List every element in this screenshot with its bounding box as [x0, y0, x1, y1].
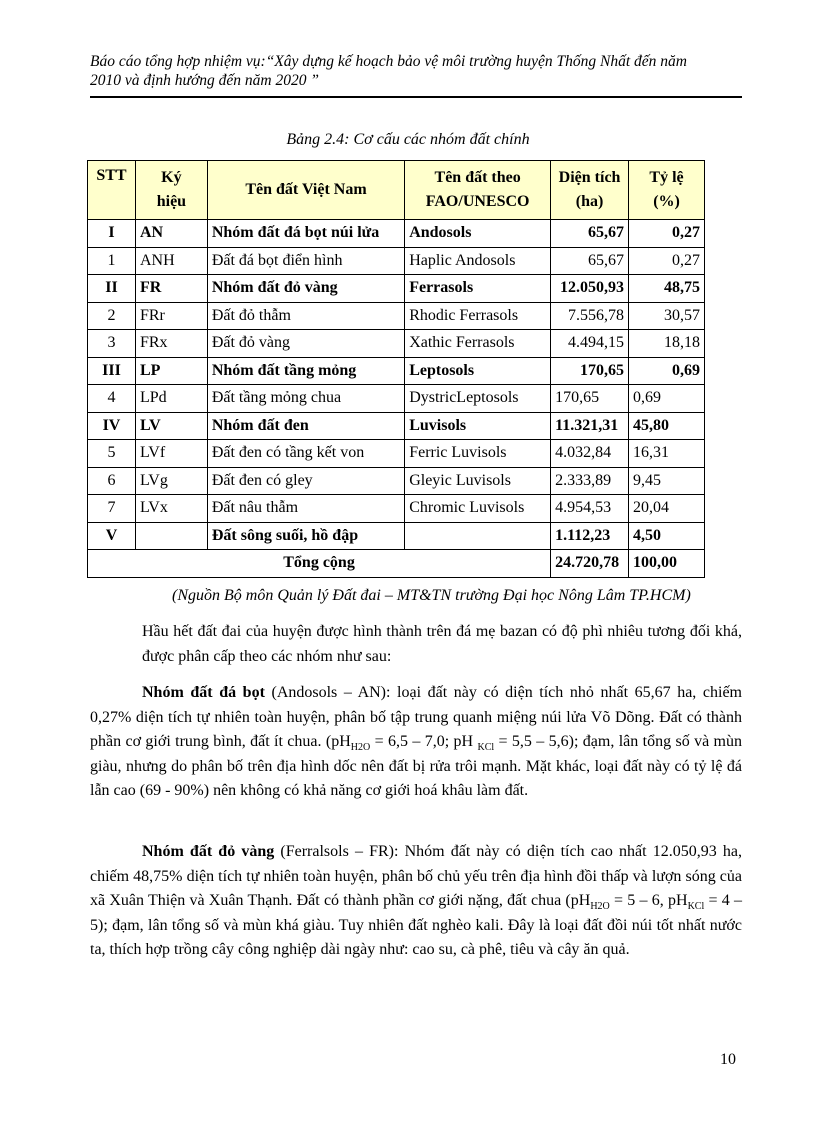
table-row: [88, 522, 705, 550]
table-caption: Bảng 2.4: Cơ cấu các nhóm đất chính: [286, 131, 530, 148]
cell-vn-name: Đất đỏ thẫm: [207, 302, 404, 330]
cell-code: FRx: [135, 330, 207, 358]
header-fao: Tên đất theo FAO/UNESCO: [405, 161, 551, 220]
cell-code: LVg: [135, 467, 207, 495]
cell-area: 12.050,93: [551, 275, 629, 303]
cell-vn-name: Nhóm đất tầng mỏng: [207, 357, 404, 385]
cell-vn-name: Nhóm đất đá bọt núi lửa: [207, 220, 404, 248]
cell-area: 1.112,23: [551, 522, 629, 550]
cell-area: 170,65: [551, 385, 629, 413]
page-header: [90, 52, 742, 90]
cell-vn-name: Đất đá bọt điển hình: [207, 247, 404, 275]
cell-percent: 4,50: [629, 522, 705, 550]
paragraph-intro: Hầu hết đất đai của huyện được hình thành trên đá mẹ bazan có độ phì nhiêu tương đối khá, được phân cấp theo các nhóm như sau:: [142, 623, 742, 665]
cell-fao-name: DystricLeptosols: [405, 385, 551, 413]
cell-code: LVx: [135, 495, 207, 523]
cell-code: LVf: [135, 440, 207, 468]
cell-stt: 1: [88, 247, 136, 275]
header-dien-tich: Diện tích (ha): [551, 161, 629, 220]
cell-percent: 16,31: [629, 440, 705, 468]
cell-fao-name: [405, 522, 551, 550]
cell-vn-name: Đất đen có gley: [207, 467, 404, 495]
table-header-row: [88, 161, 705, 220]
cell-area: 11.321,31: [551, 412, 629, 440]
cell-percent: 18,18: [629, 330, 705, 358]
table-row: [88, 440, 705, 468]
cell-vn-name: Đất tầng mỏng chua: [207, 385, 404, 413]
cell-code: AN: [135, 220, 207, 248]
cell-vn-name: Đất nâu thẫm: [207, 495, 404, 523]
cell-stt: II: [88, 275, 136, 303]
cell-code: LV: [135, 412, 207, 440]
total-percent: 100,00: [629, 550, 705, 578]
cell-stt: V: [88, 522, 136, 550]
cell-stt: 3: [88, 330, 136, 358]
cell-fao-name: Andosols: [405, 220, 551, 248]
soil-groups-table: [87, 160, 705, 578]
cell-percent: 48,75: [629, 275, 705, 303]
cell-percent: 0,27: [629, 247, 705, 275]
cell-stt: 2: [88, 302, 136, 330]
table-row: [88, 467, 705, 495]
cell-percent: 9,45: [629, 467, 705, 495]
cell-code: FRr: [135, 302, 207, 330]
cell-area: 4.494,15: [551, 330, 629, 358]
cell-area: 4.954,53: [551, 495, 629, 523]
table-row: [88, 412, 705, 440]
paragraph-ferrasols: Nhóm đất đỏ vàng (Ferralsols – FR): Nhóm đất này có diện tích cao nhất 12.050,93 ha, chiếm 48,75% diện tích tự nhiên toàn huyện, phân bố chủ yếu trên địa hình đồi thấp và lượn sóng của xã Xuân Thiện và Xuân Thạnh. Đất có thành phần cơ giới nặng, đất chua ($pH_{H2O} = 5 - 6$, $pH_{KCl} = 4 - 5$); đạm, lân tổng số và mùn khá giàu. Tuy nhiên đất nghèo kali. Đây là loại đất đồi núi tốt nhất nước ta, thích hợp trồng cây công nghiệp dài ngày như: cao su, cà phê, tiêu và cây ăn quả.: [90, 843, 743, 958]
table-row: [88, 302, 705, 330]
cell-stt: 4: [88, 385, 136, 413]
cell-code: FR: [135, 275, 207, 303]
table-row: [88, 247, 705, 275]
cell-vn-name: Nhóm đất đỏ vàng: [207, 275, 404, 303]
cell-area: 65,67: [551, 247, 629, 275]
ferrasols-title: Nhóm đất đỏ vàng: [142, 843, 275, 860]
cell-stt: I: [88, 220, 136, 248]
cell-fao-name: Chromic Luvisols: [405, 495, 551, 523]
cell-fao-name: Ferric Luvisols: [405, 440, 551, 468]
cell-fao-name: Gleyic Luvisols: [405, 467, 551, 495]
cell-code: ANH: [135, 247, 207, 275]
cell-fao-name: Luvisols: [405, 412, 551, 440]
andosols-title: Nhóm đất đá bọt: [142, 684, 265, 701]
header-line-1: Báo cáo tổng hợp nhiệm vụ:“Xây dựng kế hoạch bảo vệ môi trường huyện Thống Nhất đến năm: [90, 53, 687, 70]
cell-vn-name: Đất sông suối, hồ đập: [207, 522, 404, 550]
table-row: [88, 385, 705, 413]
cell-code: LP: [135, 357, 207, 385]
cell-vn-name: Nhóm đất đen: [207, 412, 404, 440]
cell-area: 4.032,84: [551, 440, 629, 468]
cell-vn-name: Đất đỏ vàng: [207, 330, 404, 358]
cell-percent: 0,69: [629, 385, 705, 413]
cell-percent: 20,04: [629, 495, 705, 523]
table-row: [88, 330, 705, 358]
header-ten-viet-nam: Tên đất Việt Nam: [207, 161, 404, 220]
cell-fao-name: Ferrasols: [405, 275, 551, 303]
cell-area: 170,65: [551, 357, 629, 385]
total-label: Tổng cộng: [88, 550, 551, 578]
cell-percent: 30,57: [629, 302, 705, 330]
paragraph-andosols: Nhóm đất đá bọt (Andosols – AN): loại đất này có diện tích nhỏ nhất 65,67 ha, chiếm 0,27% diện tích tự nhiên toàn huyện, phân bố tập trung quanh miệng núi lửa Võ Dõng. Đất có thành phần cơ giới trung bình, đất ít chua. ($pH_{H2O} = 6,5 - 7,0$; pH $_{KCl}$ = 5,5 – 5,6); đạm, lân tổng số và mùn giàu, nhưng do phân bố trên địa hình dốc nên đất bị rửa trôi mạnh. Mặt khác, loại đất này có tỷ lệ đá lẫn cao (69 - 90%) nên không có khả năng cơ giới hoá khâu làm đất.: [90, 684, 742, 799]
cell-percent: 0,27: [629, 220, 705, 248]
table-row: [88, 220, 705, 248]
table-row: [88, 357, 705, 385]
page-number: 10: [720, 1051, 736, 1068]
cell-area: 65,67: [551, 220, 629, 248]
cell-percent: 45,80: [629, 412, 705, 440]
cell-code: LPd: [135, 385, 207, 413]
cell-stt: 7: [88, 495, 136, 523]
table-total-row: [88, 550, 705, 578]
cell-fao-name: Xathic Ferrasols: [405, 330, 551, 358]
header-line-2: 2010 và định hướng đến năm 2020 ”: [90, 72, 319, 89]
header-ky-hieu: Ký hiệu: [135, 161, 207, 220]
cell-vn-name: Đất đen có tầng kết von: [207, 440, 404, 468]
cell-stt: 5: [88, 440, 136, 468]
total-area: 24.720,78: [551, 550, 629, 578]
cell-stt: III: [88, 357, 136, 385]
cell-fao-name: Rhodic Ferrasols: [405, 302, 551, 330]
cell-fao-name: Haplic Andosols: [405, 247, 551, 275]
table-source-note: (Nguồn Bộ môn Quản lý Đất đai – MT&TN trường Đại học Nông Lâm TP.HCM): [172, 587, 691, 604]
cell-stt: 6: [88, 467, 136, 495]
cell-area: 7.556,78: [551, 302, 629, 330]
header-ty-le: Tỷ lệ (%): [629, 161, 705, 220]
cell-percent: 0,69: [629, 357, 705, 385]
table-row: [88, 275, 705, 303]
header-divider: [90, 96, 742, 98]
header-stt: STT: [88, 161, 136, 220]
cell-fao-name: Leptosols: [405, 357, 551, 385]
cell-stt: IV: [88, 412, 136, 440]
cell-area: 2.333,89: [551, 467, 629, 495]
cell-code: [135, 522, 207, 550]
table-row: [88, 495, 705, 523]
